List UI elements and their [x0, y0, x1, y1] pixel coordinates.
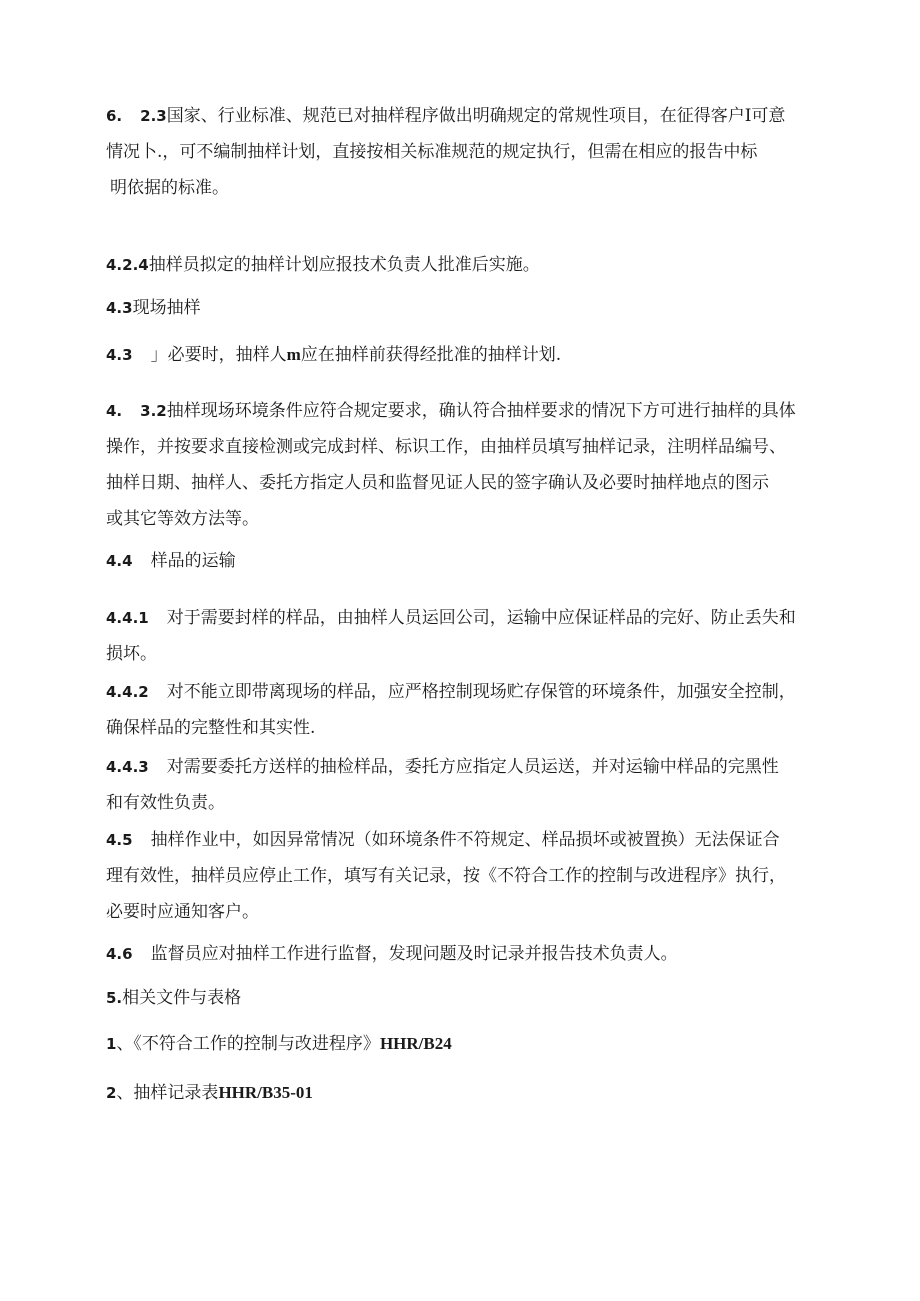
paragraph-line [106, 936, 846, 972]
heading-4-3 [106, 290, 846, 326]
paragraph-4-4-1 [106, 600, 846, 672]
section-number: 4.4.2 [106, 683, 149, 701]
paragraph-6-2-3 [106, 98, 846, 206]
paragraph-line: 或其它等效方法等。 [106, 509, 259, 529]
reference-title: 、抽样记录表 [116, 1083, 219, 1103]
section-number: 5. [106, 989, 123, 1007]
paragraph-line [106, 749, 846, 785]
paragraph-text: 对不能立即带离现场的样品，应严格控制现场贮存保管的环境条件，加强安全控制， [166, 682, 796, 702]
paragraph-text: 抽样现场环境条件应符合规定要求，确认符合抽样要求的情况下方可进行抽样的具体 [166, 401, 796, 421]
paragraph-line [106, 980, 846, 1016]
paragraph-line [106, 1075, 846, 1111]
reference-item-1 [106, 1026, 846, 1062]
paragraph-text: 对于需要封样的样品，由抽样人员运回公司，运输中应保证样品的完好、防止丢失和 [166, 608, 796, 628]
paragraph-line [106, 543, 846, 579]
paragraph-4-3-2 [106, 393, 846, 537]
paragraph-line [106, 600, 846, 636]
paragraph-line [106, 337, 846, 373]
document-code: HHR/B24 [379, 1034, 452, 1053]
section-number: 4.2.4 [106, 256, 149, 274]
paragraph-text: 国家、行业标准、规范已对抽样程序做出明确规定的常规性项目，在征得客户I可意 [166, 106, 786, 126]
paragraph-text: 抽样员拟定的抽样计划应报技术负责人批准后实施。 [148, 255, 540, 275]
paragraph-line [106, 98, 846, 134]
heading-text: 相关文件与表格 [122, 988, 242, 1008]
reference-item-2 [106, 1075, 846, 1111]
section-number: 4.3 [106, 299, 133, 317]
section-number: 2.3 [140, 107, 167, 125]
paragraph-line: 明依据的标准。 [110, 178, 229, 198]
paragraph-line: 抽样日期、抽样人、委托方指定人员和监督见证人民的签字确认及必要时抽样地点的图示 [106, 473, 769, 493]
paragraph-4-4-3 [106, 749, 846, 821]
heading-text: 现场抽样 [132, 298, 201, 318]
section-number: 4.4 [106, 552, 133, 570]
section-number: 4. [106, 402, 123, 420]
section-number: 4.4.1 [106, 609, 149, 627]
paragraph-line: 操作，并按要求直接检测或完成封样、标识工作，由抽样员填写抽样记录，注明样品编号、 [106, 437, 786, 457]
paragraph-line: 情况卜.，可不编制抽样计划，直接按相关标准规范的规定执行，但需在相应的报告中标 [106, 142, 758, 162]
heading-5 [106, 980, 846, 1016]
section-number: 4.5 [106, 831, 133, 849]
paragraph-text: 抽样作业中，如因异常情况（如环境条件不符规定、样品损坏或被置换）无法保证合 [150, 830, 780, 850]
document-code: HHR/B35-01 [218, 1083, 313, 1102]
paragraph-text: 对需要委托方送样的抽检样品，委托方应指定人员运送，并对运输中样品的完黑性 [166, 757, 779, 777]
section-number: 6. [106, 107, 123, 125]
paragraph-line: 必要时应通知客户。 [106, 902, 259, 922]
ocr-artifact: m [286, 345, 301, 364]
paragraph-line [106, 393, 846, 429]
paragraph-line: 和有效性负责。 [106, 793, 225, 813]
paragraph-line: 确保样品的完整性和其实性. [106, 718, 316, 738]
section-number: 4.4.3 [106, 758, 149, 776]
paragraph-text: 」必要时，抽样人 [150, 345, 287, 365]
heading-4-4 [106, 543, 846, 579]
paragraph-4-5 [106, 822, 846, 930]
paragraph-line: 理有效性，抽样员应停止工作，填写有关记录，按《不符合工作的控制与改进程序》执行， [106, 866, 786, 886]
section-number: 4.3 [106, 346, 133, 364]
paragraph-line [106, 822, 846, 858]
paragraph-text: 应在抽样前获得经批准的抽样计划. [300, 345, 562, 365]
list-number: 2 [106, 1084, 117, 1102]
paragraph-4-3-1 [106, 337, 846, 373]
section-number: 4.6 [106, 945, 133, 963]
reference-title: 、《不符合工作的控制与改进程序》 [116, 1034, 380, 1054]
paragraph-line [106, 247, 846, 283]
paragraph-line: 损坏。 [106, 644, 157, 664]
paragraph-line [106, 1026, 846, 1062]
paragraph-line [106, 290, 846, 326]
list-number: 1 [106, 1035, 117, 1053]
paragraph-4-4-2 [106, 674, 846, 746]
section-number: 3.2 [140, 402, 167, 420]
heading-text: 样品的运输 [150, 551, 236, 571]
paragraph-4-2-4 [106, 247, 846, 283]
paragraph-line [106, 674, 846, 710]
paragraph-4-6 [106, 936, 846, 972]
paragraph-text: 监督员应对抽样工作进行监督，发现问题及时记录并报告技术负责人。 [150, 944, 678, 964]
